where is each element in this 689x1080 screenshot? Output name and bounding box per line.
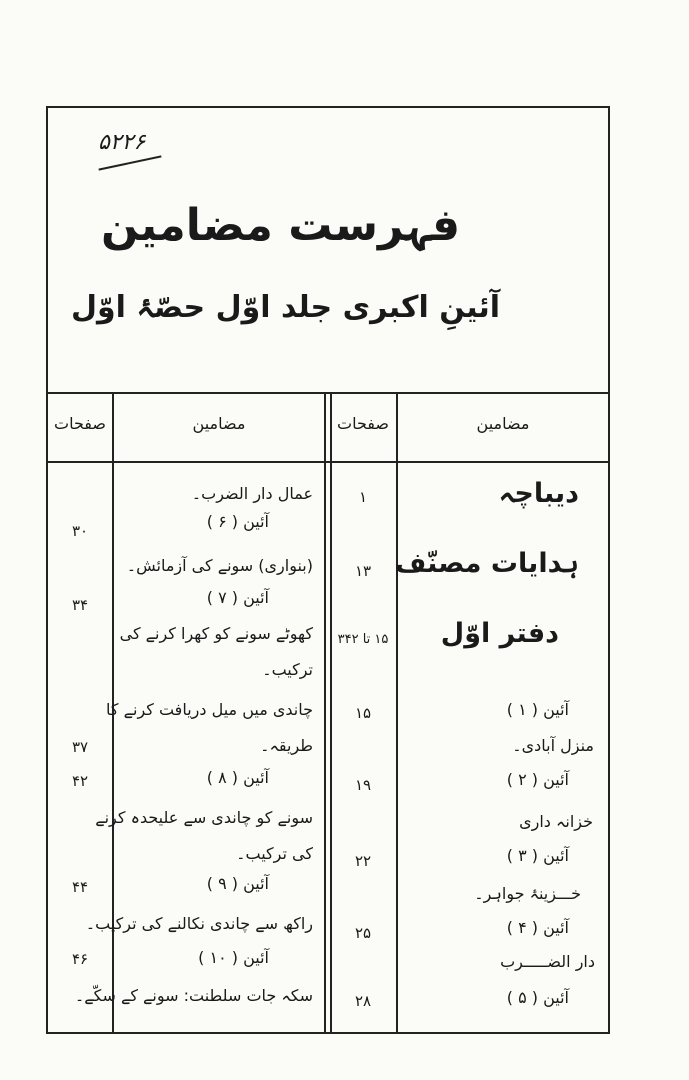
left-entry-14: آئین ( ۱۰ ) [198, 948, 269, 967]
left-entry-9: آئین ( ۸ ) [206, 768, 269, 787]
left-entry-13: راکھ سے چاندی نکالنے کی ترکیب۔ [85, 914, 313, 933]
left-entry-7: چاندی میں میل دریافت کرنے کا [106, 700, 313, 719]
left-entry-1: عمال دار الضرب۔ [191, 484, 313, 503]
left-page-9: ۴۲ [71, 772, 89, 790]
left-entry-15: سکہ جات سلطنت: سونے کے سکّے۔ [74, 986, 313, 1005]
right-page-6: ۱۹ [354, 776, 372, 794]
left-entry-5: کھوٹے سونے کو کھرا کرنے کی [119, 624, 313, 643]
left-page-14: ۴۶ [71, 950, 89, 968]
right-page-10: ۲۵ [354, 924, 372, 942]
left-entry-3: (بنواری) سونے کی آزمائش۔ [126, 556, 313, 575]
right-page-12: ۲۸ [354, 992, 372, 1010]
page-title: فہرست مضامین [100, 200, 460, 251]
left-entry-8: طریقہ۔ [260, 736, 313, 755]
left-entry-6: ترکیب۔ [262, 660, 313, 679]
page-subtitle: آئینِ اکبری جلد اوّل حصّۂ اوّل [70, 290, 500, 325]
right-entry-10: آئین ( ۴ ) [506, 918, 569, 937]
left-entry-10: سونے کو چاندی سے علیحدہ کرنے [95, 808, 313, 827]
right-entry-3: دفتر اوّل [440, 618, 559, 649]
left-entry-4: آئین ( ۷ ) [206, 588, 269, 607]
right-entry-8: آئین ( ۳ ) [506, 846, 569, 865]
right-page-4: ۱۵ [354, 704, 372, 722]
right-page-2: ۱۳ [354, 562, 372, 580]
right-entry-4: آئین ( ۱ ) [506, 700, 569, 719]
page-number: ۵۲۲۶ [98, 130, 146, 155]
left-entry-2: آئین ( ۶ ) [206, 512, 269, 531]
left-entry-12: آئین ( ۹ ) [206, 874, 269, 893]
right-entry-11: دار الضـــــرب [500, 952, 595, 971]
left-page-2: ۳۰ [71, 522, 89, 540]
header-right-topics: مضامین [476, 414, 530, 433]
header-bottom-line [46, 461, 610, 463]
left-page-4: ۳۴ [71, 596, 89, 614]
left-page-12: ۴۴ [71, 878, 89, 896]
left-page-8: ۳۷ [71, 738, 89, 756]
col-divider-2 [324, 392, 326, 1032]
right-entry-6: آئین ( ۲ ) [506, 770, 569, 789]
right-entry-2: ہدایات مصنّف [395, 548, 579, 579]
right-entry-12: آئین ( ۵ ) [506, 988, 569, 1007]
header-right-pages: صفحات [337, 414, 389, 433]
right-page-8: ۲۲ [354, 852, 372, 870]
header-top-line [46, 392, 610, 394]
right-entry-1: دیباچہ [498, 478, 579, 509]
right-page-3: ۱۵ تا ۳۴۲ [337, 632, 389, 647]
right-entry-7: خزانہ داری [519, 812, 593, 831]
header-left-topics: مضامین [192, 414, 246, 433]
col-divider-3 [396, 392, 398, 1032]
left-entry-11: کی ترکیب۔ [236, 844, 313, 863]
right-page-1: ۱ [358, 488, 368, 506]
right-entry-9: خـــزینۂ جواہر۔ [474, 884, 581, 903]
header-left-pages: صفحات [54, 414, 106, 433]
right-entry-5: منزل آبادی۔ [512, 736, 594, 755]
